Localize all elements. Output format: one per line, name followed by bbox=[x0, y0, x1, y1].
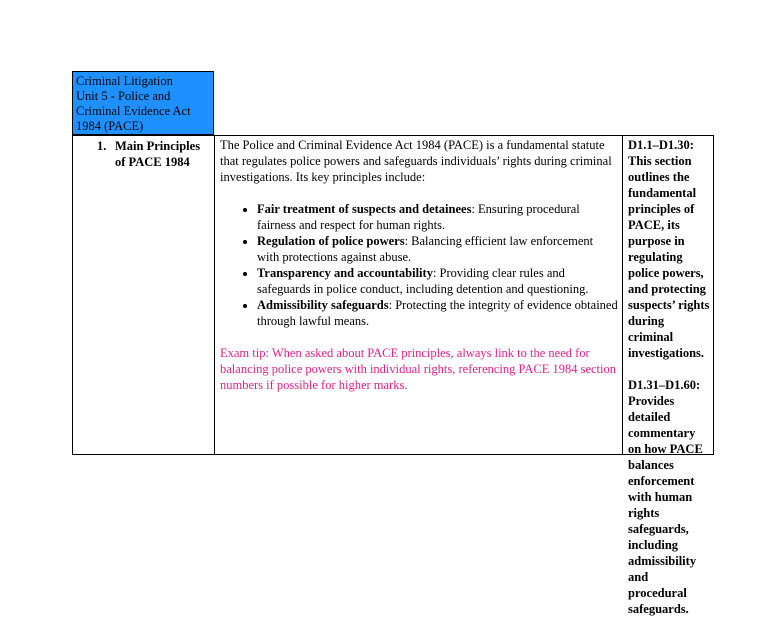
principle-term: Fair treatment of suspects and detainees bbox=[257, 202, 472, 216]
topic-cell bbox=[72, 135, 215, 455]
unit-title-line: 1984 (PACE) bbox=[76, 119, 144, 133]
principles-list bbox=[220, 201, 618, 329]
reference-paragraph: D1.31–D1.60: Provides detailed commentary on how PACE balances enforcement with human rights safeguards, including admissibility and procedural safeguards. bbox=[628, 378, 703, 616]
principle-term: Regulation of police powers bbox=[257, 234, 405, 248]
principle-desc: : Protecting the integrity of evidence obtained through lawful means. bbox=[257, 298, 618, 328]
unit-title-line: Criminal Evidence Act bbox=[76, 104, 191, 118]
unit-title-line: Criminal Litigation bbox=[76, 74, 173, 88]
principle-item bbox=[257, 201, 618, 233]
principle-desc: : Providing clear rules and safeguards in police conduct, including detention and questioning. bbox=[257, 266, 589, 296]
principle-term: Admissibility safeguards bbox=[257, 298, 389, 312]
content-table bbox=[72, 135, 714, 616]
topic-item bbox=[73, 136, 214, 170]
topic-number: 1. bbox=[97, 139, 107, 153]
principle-item bbox=[257, 265, 618, 297]
principle-term: Transparency and accountability bbox=[257, 266, 433, 280]
principle-item bbox=[257, 233, 618, 265]
unit-title-cell bbox=[72, 71, 214, 135]
explanation-cell bbox=[214, 135, 623, 455]
exam-tip: Exam tip: When asked about PACE principles, always link to the need for balancing police powers with individual rights, referencing PACE 1984 section numbers if possible for higher marks. bbox=[220, 346, 616, 392]
principle-desc: : Ensuring procedural fairness and respect for human rights. bbox=[257, 202, 580, 232]
reference-paragraph: D1.1–D1.30: This section outlines the fundamental principles of PACE, its purpose in regulating police powers, and protecting suspects’ rights during criminal investigations. bbox=[628, 138, 710, 360]
principle-desc: : Balancing efficient law enforcement with protections against abuse. bbox=[257, 234, 594, 264]
reference-cell bbox=[622, 135, 714, 616]
principle-item bbox=[257, 297, 618, 329]
unit-title-line: Unit 5 - Police and bbox=[76, 89, 171, 103]
intro-paragraph: The Police and Criminal Evidence Act 1984 (PACE) is a fundamental statute that regulates police powers and safeguards individuals’ rights during criminal investigations. Its key principles include: bbox=[220, 138, 612, 184]
topic-title: Main Principles of PACE 1984 bbox=[115, 139, 201, 169]
